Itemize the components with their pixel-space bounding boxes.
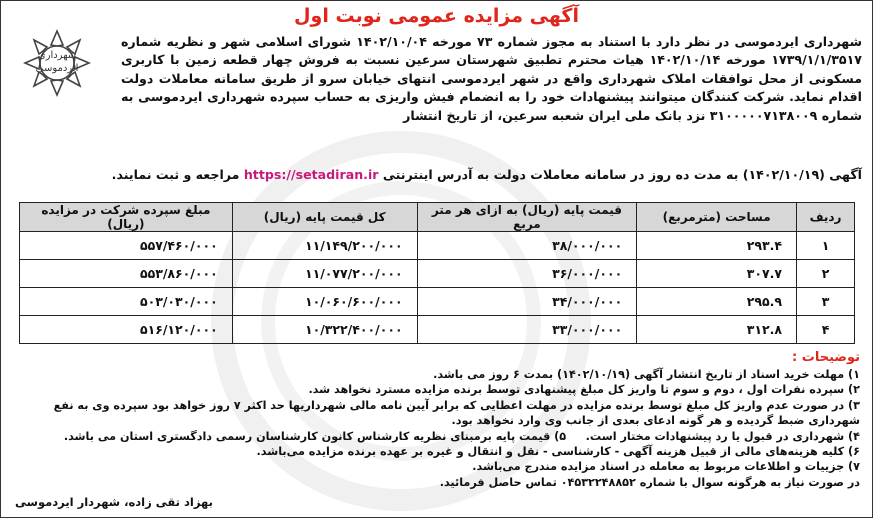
logo-text (21, 49, 93, 75)
intro-tail-after: مراجعه و ثبت نمایند. (111, 167, 240, 182)
cell-deposit: ۵۵۷/۴۶۰/۰۰۰ (20, 232, 233, 260)
logo-line-1: شهرداری (37, 50, 77, 61)
header-area: مساحت (مترمربع) (637, 203, 797, 232)
note-item (11, 429, 860, 444)
intro-tail-before: آگهی (۱۴۰۲/۱۰/۱۹) به مدت ده روز در سامانه معاملات دولت به آدرس اینترنتی (382, 167, 862, 182)
note-item: ۳) در صورت عدم واریز کل مبلغ توسط برنده مزایده در مهلت اعطایی که برابر آیین نامه مالی شهرداریها حد اکثر ۷ روز خواهد بود سپرده وی به نفع شهرداری ضبط گردیده و هر گونه ادعای بعدی از جانب وی وارد نخواهد بود. (53, 398, 860, 428)
notes-title: توضیحات : (792, 350, 860, 365)
cell-unit-price: ۳۳/۰۰۰/۰۰۰ (417, 316, 637, 344)
cell-deposit: ۵۵۳/۸۶۰/۰۰۰ (20, 260, 233, 288)
municipality-logo (21, 27, 93, 99)
header-total-price: کل قیمت پایه (ریال) (232, 203, 417, 232)
cell-area: ۳۰۷.۷ (637, 260, 797, 288)
price-table (19, 202, 855, 344)
cell-area: ۲۹۵.۹ (637, 288, 797, 316)
note-item-5: ۵) قیمت پایه برمبنای نظریه کارشناس کانون کارشناسان رسمی دادگستری استان می باشد. (63, 429, 567, 443)
intro-paragraph (121, 33, 862, 125)
cell-deposit: ۵۰۳/۰۳۰/۰۰۰ (20, 288, 233, 316)
cell-total-price: ۱۰/۳۲۲/۴۰۰/۰۰۰ (232, 316, 417, 344)
intro-tail (11, 166, 862, 184)
note-item-4: ۴) شهرداری در قبول یا رد پیشنهادات مختار است. (585, 429, 860, 443)
setadiran-link[interactable]: https://setadiran.ir (243, 167, 379, 182)
logo-line-2: ایردموسی (35, 63, 79, 74)
note-item: ۱) مهلت خرید اسناد از تاریخ انتشار آگهی (۱۴۰۲/۱۰/۱۹) بمدت ۶ روز می باشد. (433, 368, 860, 381)
signature: بهزاد تقی زاده، شهردار ایردموسی (15, 495, 213, 509)
cell-total-price: ۱۱/۰۷۷/۲۰۰/۰۰۰ (232, 260, 417, 288)
table-header-row (20, 203, 855, 232)
cell-unit-price: ۳۴/۰۰۰/۰۰۰ (417, 288, 637, 316)
cell-row-number: ۲ (797, 260, 855, 288)
cell-deposit: ۵۱۶/۱۲۰/۰۰۰ (20, 316, 233, 344)
note-item: ۲) سپرده نفرات اول ، دوم و سوم تا واریز کل مبلغ پیشنهادی توسط برنده مزایده مسترد نخواهد شد. (308, 383, 860, 397)
cell-total-price: ۱۱/۱۴۹/۲۰۰/۰۰۰ (232, 232, 417, 260)
cell-area: ۲۹۳.۴ (637, 232, 797, 260)
header-deposit: مبلغ سپرده شرکت در مزایده (ریال) (20, 203, 233, 232)
notice-title: آگهی مزایده عمومی نوبت اول (294, 5, 579, 27)
header-row-number: ردیف (797, 203, 855, 232)
cell-area: ۳۱۲.۸ (637, 316, 797, 344)
cell-unit-price: ۳۸/۰۰۰/۰۰۰ (417, 232, 637, 260)
cell-total-price: ۱۰/۰۶۰/۶۰۰/۰۰۰ (232, 288, 417, 316)
cell-row-number: ۳ (797, 288, 855, 316)
note-item: ۶) کلیه هزینه‌های مالی از قبیل هزینه آگهی - کارشناسی - نقل و انتقال و غیره بر عهده برنده مزایده می‌باشد. (256, 445, 860, 459)
cell-row-number: ۴ (797, 316, 855, 344)
notes-list (11, 367, 860, 490)
table-row (20, 260, 855, 288)
note-item: در صورت نیاز به هرگونه سوال با شماره ۰۴۵۳۲۲۴۸۸۵۲ تماس حاصل فرمائید. (439, 475, 860, 489)
cell-row-number: ۱ (797, 232, 855, 260)
table-row (20, 288, 855, 316)
cell-unit-price: ۳۶/۰۰۰/۰۰۰ (417, 260, 637, 288)
table-row (20, 316, 855, 344)
note-item: ۷) جزییات و اطلاعات مربوط به معامله در اسناد مزایده مندرج می‌باشد. (472, 460, 860, 474)
intro-body: شهرداری ایردموسی در نظر دارد با استناد به مجوز شماره ۷۳ مورخه ۱۴۰۲/۱۰/۰۴ شورای اسلامی شهر و نظریه شماره ۱۷۳۹/۱/۱/۳۵۱۷ مورخه ۱۴۰۲/۱۰/۱۴ هیات محترم تطبیق شهرستان سرعین نسبت به فروش چهار قطعه زمین با کاربری مسکونی از محل توافقات املاک شهرداری واقع در شهر ایردموسی انتهای خیابان سرو از طریق سامانه معاملات دولت اقدام نماید. شرکت کنندگان میتوانند پیشنهادات خود را به انضمام فیش واریزی به حساب سپرده شهرداری ایردموسی به شماره ۳۱۰۰۰۰۰۷۱۳۸۰۰۹ نزد بانک ملی ایران شعبه سرعین، از تاریخ انتشار (121, 34, 862, 123)
table-row (20, 232, 855, 260)
header-unit-price: قیمت پایه (ریال) به ازای هر متر مربع (417, 203, 637, 232)
